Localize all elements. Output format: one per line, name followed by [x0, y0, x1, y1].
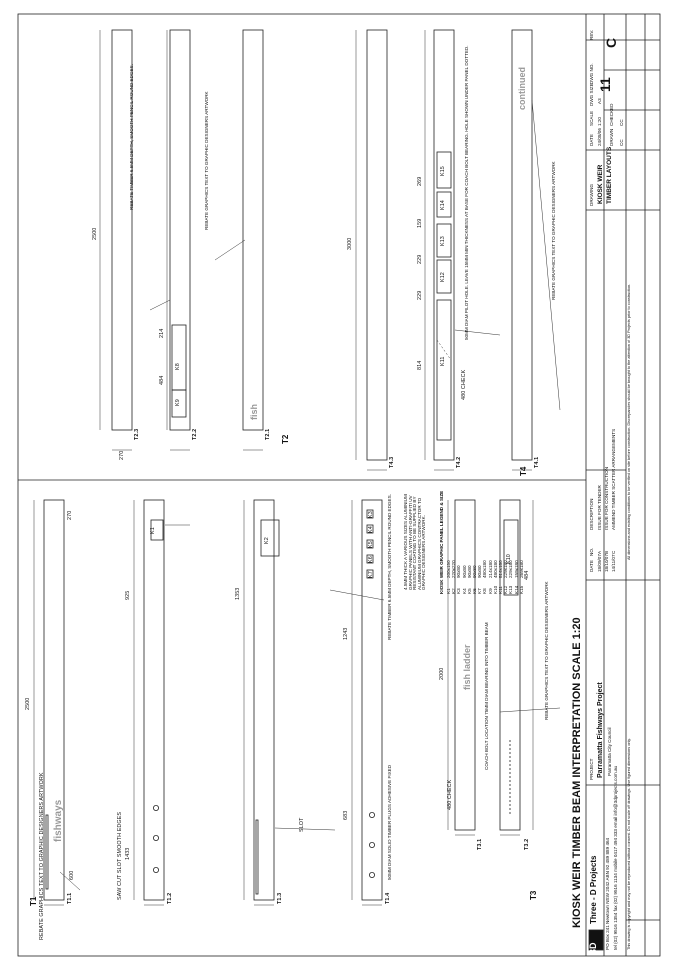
legend-row-id: K2	[451, 588, 457, 594]
legend-row-size: 90x80	[461, 565, 467, 578]
check-480-left: 480 CHECK	[447, 779, 453, 810]
drawn-value: CC	[619, 139, 624, 146]
project-name: Parramatta Fishways Project	[597, 682, 604, 778]
legend-row-id: K15	[518, 585, 524, 594]
dim-1243: 1243	[343, 627, 349, 640]
date-label: DATE	[589, 134, 594, 146]
drawing-label: DRAWING	[589, 183, 594, 206]
label-t4: T4	[519, 466, 528, 476]
project-label: PROJECT	[589, 758, 594, 780]
legend-row-id: K8	[482, 588, 488, 594]
revision-desc: ISSUE FOR TENDER	[597, 485, 602, 530]
note-rebate-graphics-t2: REBATE GRAPHICS TEXT TO GRAPHIC DESIGNERS ARTWORK	[204, 91, 209, 230]
tag-k10: K10	[506, 554, 512, 564]
legend-row-size: 90x80	[472, 565, 477, 578]
scale-label: SCALE	[589, 110, 594, 126]
dim-2500: 2500	[25, 697, 31, 710]
revision-header: NO.	[589, 547, 594, 556]
legend-row-id: K9	[487, 588, 493, 594]
legend-row-size: 269x180	[518, 560, 524, 578]
sheet-border	[18, 14, 660, 956]
dim-214: 214	[159, 328, 165, 338]
note-rebate-timber-left: REBATE TIMBER 6.5MM DEPTH, SMOOTH PENCIL ROUND EDGES.	[387, 494, 392, 640]
dim-925: 925	[125, 590, 131, 600]
revision-date: 18/09/07	[597, 554, 602, 572]
dim-484-right: 484	[159, 375, 165, 385]
label-t1-2: T1.2	[167, 892, 173, 904]
company-address: PO Box 241 Newtown NSW 2042 ABN 92 489 889 464	[605, 837, 610, 950]
tag-k7: K7	[368, 571, 374, 578]
label-t3-1: T3.1	[477, 838, 483, 850]
legend-row-id: K7	[477, 588, 483, 594]
beam-text-fishways: fishways	[53, 799, 64, 842]
revision-date: 18/10/07	[604, 554, 609, 572]
dim-1433: 1433	[125, 847, 131, 860]
dim-1353: 1353	[235, 587, 241, 600]
label-t1-3: T1.3	[277, 892, 283, 904]
dwg-no-label: DWG NO.	[589, 63, 594, 84]
note-rebate-graphics-t4: REBATE GRAPHICS TEXT TO GRAPHIC DESIGNERS ARTWORK	[551, 161, 556, 300]
label-t1: T1	[29, 896, 38, 906]
legend-row-size: 229x180	[503, 560, 509, 578]
legend-row-size: 90x80	[466, 565, 472, 578]
label-t2: T2	[281, 434, 290, 444]
label-t4-2: T4.2	[456, 456, 462, 468]
tag-k6: K6	[368, 556, 374, 563]
label-t2-2: T2.2	[192, 428, 198, 440]
tag-k13: K13	[440, 236, 446, 246]
revision-desc: ISSUE FOR CONSTRUCTION	[604, 466, 609, 530]
beam-text-fish: fish	[249, 403, 259, 420]
note-rebate-graphics-t1: REBATE GRAPHICS TEXT TO GRAPHIC DESIGNERS ARTWORK	[39, 772, 45, 940]
legend-row-size: 229x180	[508, 560, 514, 578]
beam-t4-3	[367, 30, 387, 460]
rev-value: C	[603, 37, 619, 48]
beam-text-continued: continued	[517, 67, 527, 110]
company-contact: tel (02) 9516 1354 fax (02) 9516 1134 mobile 0417 494 333 email info@3dprojects.com.au	[613, 765, 618, 950]
legend-row-size: 200x150	[446, 560, 451, 578]
beam-text-fish-ladder: fish ladder	[462, 644, 472, 690]
dim-159: 159	[417, 218, 423, 228]
label-t3: T3	[529, 890, 538, 900]
tag-k4: K4	[368, 526, 374, 533]
main-title: KIOSK WEIR TIMBER BEAM INTERPRETATION SCALE 1:20	[571, 617, 583, 928]
dim-2500-right: 2500	[92, 227, 98, 240]
tag-k2: K2	[264, 537, 270, 544]
rev-label: REV.	[589, 29, 594, 40]
dim-3000: 3000	[347, 237, 353, 250]
legend-row-id: K1	[446, 588, 451, 594]
label-t4-1: T4.1	[534, 456, 540, 468]
company-logo: 3D	[588, 942, 598, 954]
legend-row-id: K5	[466, 588, 472, 594]
legend-row-size: 90x80	[477, 565, 483, 578]
dim-269: 269	[417, 176, 423, 186]
check-480-right: 480 CHECK	[461, 369, 467, 400]
legend-row-id: K13	[508, 585, 514, 594]
tag-k5: K5	[368, 541, 374, 548]
dim-814: 814	[417, 360, 423, 370]
tag-k15: K15	[440, 166, 446, 176]
tag-k8: K8	[175, 363, 181, 370]
tag-k12: K12	[440, 272, 446, 282]
note-coach-bolt: COACH BOLT LOCATION 75MM DIAM BEARING INTO TIMBER BEAM	[484, 622, 489, 770]
legend-row-id: K10	[492, 585, 498, 594]
legend-row-size: 90x80	[456, 565, 462, 578]
date-value: 24/08/06	[597, 128, 602, 146]
legend-row-id: K4	[461, 588, 467, 594]
tag-k9: K9	[175, 399, 181, 406]
note-pilot-hole: 50MM DIAM PILOT HOLE. LEAVE 15MM MIN THICKNESS AT BASE FOR COACH BOLT BEARING. HOLE SHOWN UNDER PANEL DOTTED.	[464, 45, 469, 340]
beam-t1-3	[254, 500, 274, 900]
revision-no: A	[597, 550, 602, 554]
revision-no: C	[611, 550, 616, 554]
label-t2-1: T2.1	[265, 428, 271, 440]
drawing-title-1: KIOSK WEIR	[597, 164, 604, 204]
dwg-no-value: 11	[597, 77, 613, 92]
tag-k14: K14	[440, 200, 446, 210]
legend-row-size: 480x180	[492, 560, 498, 578]
drawn-label: DRAWN	[609, 128, 614, 146]
note-rebate-timber-right: REBATE TIMBER 6.5MM DEPTH, SMOOTH PENCIL ROUND EDGES.	[129, 64, 134, 210]
revision-no: B	[604, 550, 609, 554]
dim-2000: 2000	[439, 667, 445, 680]
legend-row-id: K3	[456, 588, 462, 594]
label-t4-3: T4.3	[389, 456, 395, 468]
tag-k1: K1	[150, 527, 156, 534]
note-rebate-graphics-t3: REBATE GRAPHICS TEXT TO GRAPHIC DESIGNERS ARTWORK	[544, 581, 549, 720]
company-name: Three - D Projects	[589, 855, 598, 924]
dim-229b: 229	[417, 254, 423, 264]
label-t1-4: T1.4	[385, 892, 391, 904]
dim-683: 683	[343, 810, 349, 820]
revision-header: DATE	[589, 560, 594, 572]
note-slot: SLOT	[299, 817, 305, 832]
dim-270-right: 270	[119, 450, 125, 460]
dim-270: 270	[67, 510, 73, 520]
legend-row-id: K6	[472, 588, 477, 594]
checked-label: CHECKED	[609, 103, 614, 126]
disclaimer-note: All dimensions and existing conditions to be verified on site before construction. Discrepancies should be brought to the attention of 3D Projects prior to construction.	[627, 283, 631, 560]
note-saw-cut: SAW CUT SLOT SMOOTH EDGES	[117, 811, 123, 900]
legend-row-size: 480x180	[482, 560, 488, 578]
dim-229a: 229	[417, 290, 423, 300]
legend-row-id: K14	[513, 585, 519, 594]
tag-k3: K3	[368, 511, 374, 518]
drawing-title-2: TIMBER LAYOUTS	[606, 146, 613, 204]
scale-value: 1:20	[597, 117, 602, 126]
slot-t1-1	[46, 815, 48, 889]
dim-484-left: 484	[524, 570, 530, 580]
label-t2-3: T2.3	[134, 428, 140, 440]
note-panel-spec: 4.5MM THICK A VARIOUS SIZES ALUMINIUM GRAPHIC PANELS WITH ANTI-GRAFFITI UV RESISTANT COATING TO BE SUPPLIED BY ALUMINIUM GRAPHICS CONTRACTOR TO GRAPHIC DESIGNERS ARTWORK.	[403, 494, 427, 590]
client-name: Parramatta City Council	[607, 727, 612, 776]
legend-row-size: 159x180	[513, 560, 519, 578]
tag-k11: K11	[440, 356, 446, 366]
revision-desc: AMMEND TIMBER SCATTER ARRANGEMENTS	[611, 428, 616, 530]
size-value: A3	[597, 98, 602, 104]
legend-row-size: 814x180	[498, 560, 503, 578]
legend-row-id: K12	[503, 585, 509, 594]
label-t1-1: T1.1	[67, 892, 73, 904]
copyright-note: This drawing is copyright and may not be reproduced without consent. Do not scale off drawings. Use figured dimensions only.	[627, 738, 631, 950]
dim-600: 600	[69, 870, 75, 880]
size-label: DWG SIZE	[589, 83, 594, 106]
legend-row-size: 214x180	[487, 560, 493, 578]
revision-header: DESCRIPTION	[589, 498, 594, 530]
legend-row-size: 220x220	[451, 560, 457, 578]
revision-date: 14/11/07	[611, 554, 616, 572]
legend-row-id: K11	[498, 586, 503, 594]
beam-t2-2	[170, 30, 190, 430]
note-solid-plugs: 50MM DIAM SOLID TIMBER PLUGS ADHESIVE FIXED	[387, 764, 392, 880]
beam-t2-1	[243, 30, 263, 430]
legend-title: KIOSK WEIR GRAPHIC PANEL LEGEND & SIZE	[439, 490, 444, 594]
label-t3-2: T3.2	[524, 838, 530, 850]
checked-value: CC	[619, 119, 624, 126]
